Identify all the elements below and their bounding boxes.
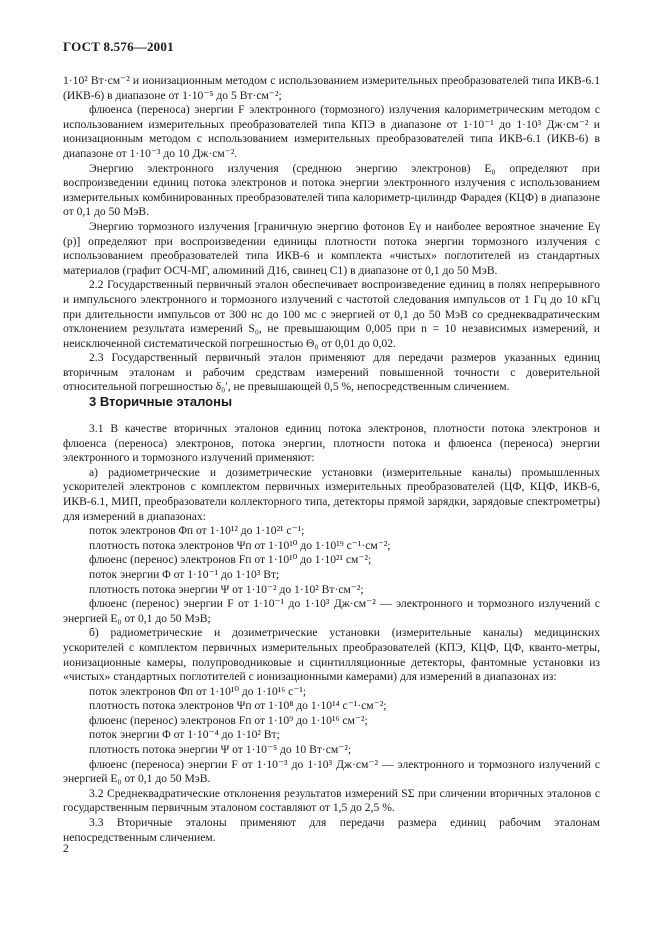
running-header: ГОСТ 8.576—2001 [63,39,174,54]
fluence-line: флюенс (переноса) энергии F от 1·10⁻³ до 1·10³ Дж·см⁻² — электронного и тормозного излучений с энергией E₀ от 0,1 до 50 МэВ. [63,757,600,786]
range-line: поток электронов Φп от 1·10¹² до 1·10²¹ с⁻¹; [89,524,305,538]
range-line: поток электронов Φп от 1·10¹⁰ до 1·10¹⁶ с⁻¹; [89,684,307,698]
paragraph-3-1: 3.1 В качестве вторичных эталонов единиц потока электронов, плотности потока электронов и флюенса (переноса) электронов, потока энергии, плотности потока и флюенса (переноса) энергии электронного и тормозного излучений применяют: [63,422,600,465]
item-a: а) радиометрические и дозиметрические установки (измерительные каналы) промышленных ускорителей электронов с комплектом первичных измерительных преобразователей (ЦФ, КЦФ, ИКВ-6, ИКВ-6.1, МИП, преобразователи коллекторного типа, детекторы прямой зарядки, зарядовые спектрометры) для измерений в диапазонах: [63,465,600,523]
fluence-line: флюенс (перенос) энергии F от 1·10⁻¹ до 1·10³ Дж·см⁻² — электронного и тормозного излучений с энергией E₀ от 0,1 до 50 МэВ; [63,597,600,625]
paragraph-2-3: 2.3 Государственный первичный эталон применяют для передачи размеров указанных единиц вторичным эталонам и рабочим средствам измерений повышенной точности с доверительной относительной погрешностью δ₀′, не превышающей 0,5 %, непосредственным сличением. [63,351,600,394]
paragraph-3-2: 3.2 Среднеквадратические отклонения результатов измерений SΣ при сличении вторичных эталонов с государственным первичным эталоном составляют от 1,5 до 2,5 %. [63,786,600,815]
paragraph-2-2: 2.2 Государственный первичный эталон обеспечивает воспроизведение единиц в полях непрерывного и импульсного электронного и тормозного излучений с частотой следования импульсов от 1 Гц до 10 кГц при длительности импульсов от 300 нс до 100 мс с энергией от 0,1 до 50 МэВ со среднеквадратическим отклонением результата измерений S₀, не превышающим 0,005 при n = 10 независимых измерений, и неисключенной систематической погрешностью Θ₀ от 0,01 до 0,02. [63,278,600,350]
paragraph: флюенса (переноса) энергии F электронного (тормозного) излучения калориметрическим методом с использованием измерительных преобразователей типа КПЭ в диапазоне от 1·10⁻¹ до 1·10³ Дж·см⁻² и ионизационным методом с использованием измерительных преобразователей типа ИКВ-6.1 (ИКВ-6) в диапазоне от 1·10⁻³ до 10 Дж·см⁻². [63,103,600,160]
paragraph-3-3: 3.3 Вторичные эталоны применяют для передачи размера единиц рабочим эталонам непосредственным сличением. [63,816,600,844]
range-line: флюенс (перенос) электронов Fп от 1·10¹⁰ до 1·10²¹ см⁻²; [89,553,372,567]
range-line: плотность потока электронов Ψп от 1·10⁸ до 1·10¹⁴ с⁻¹·см⁻²; [89,699,387,713]
paragraph: Энергию электронного излучения (среднюю энергию электронов) E₀ определяют при воспроизведении единиц потока электронов и потока энергии электронного излучения с использованием измерительных комбинированных преобразователей типа калориметр-цилиндр Фарадея (КЦФ) в диапазоне от 0,1 до 50 МэВ. [63,161,600,219]
range-line: поток энергии Φ от 1·10⁻⁴ до 1·10² Вт; [89,728,280,742]
section-2-continuation [63,74,600,395]
section-3-body [63,422,600,845]
paragraph: 1·10² Вт·см⁻² и ионизационным методом с использованием измерительных преобразователей типа ИКВ-6.1 (ИКВ-6) в диапазоне от 1·10⁻⁵ до 5 Вт·см⁻²; [63,74,600,102]
range-line: плотность потока электронов Ψп от 1·10¹⁰ до 1·10¹⁹ с⁻¹·см⁻²; [89,538,391,552]
range-line: флюенс (перенос) электронов Fп от 1·10⁹ до 1·10¹⁶ см⁻²; [89,713,368,727]
item-b: б) радиометрические и дозиметрические установки (измерительные каналы) медицинских ускорителей с комплектом первичных измерительных преобразователей (КПЭ, КЦФ, ЦФ, кванто-метры, ионизационные камеры, полупроводниковые и сцинтилляционные детекторы, фантомные установки из «чистых» стандартных поглотителей с ионизационными камерами) для измерений в диапазонах из: [63,626,600,684]
section-heading: 3 Вторичные эталоны [89,394,233,409]
range-line: плотность потока энергии Ψ от 1·10⁻² до 1·10² Вт·см⁻²; [89,582,364,596]
range-line: поток энергии Φ от 1·10⁻¹ до 1·10³ Вт; [89,567,280,581]
range-line: плотность потока энергии Ψ от 1·10⁻⁵ до 10 Вт·см⁻²; [89,743,352,757]
page-number: 2 [63,842,69,855]
paragraph: Энергию тормозного излучения [граничную энергию фотонов Eγ и наиболее вероятное значение Eγ (p)] определяют при воспроизведении единицы плотности потока энергии тормозного излучения с использованием преобразователей типа ИКВ-6 и комплекта «чистых» поглотителей из стандартных материалов (графит ОСЧ-МГ, алюминий Д16, свинец С1) в диапазоне от 0,1 до 50 МэВ. [63,219,600,277]
